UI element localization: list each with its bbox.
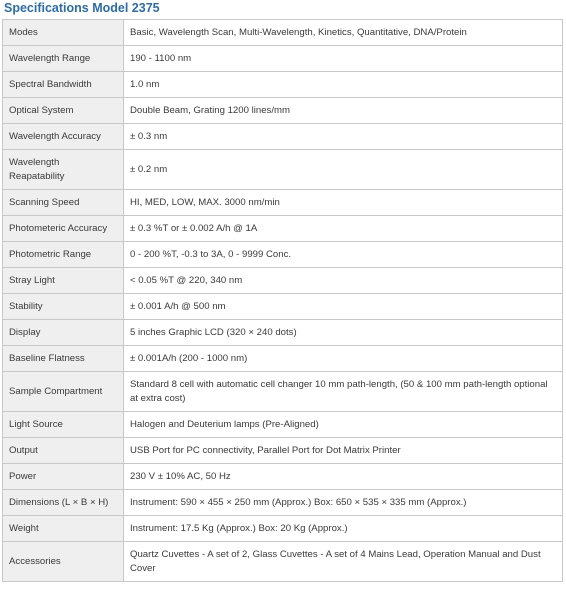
spec-label: Dimensions (L × B × H) <box>3 490 124 516</box>
spec-label: Wavelength Accuracy <box>3 124 124 150</box>
spec-row <box>3 150 563 190</box>
spec-row <box>3 124 563 150</box>
spec-row <box>3 412 563 438</box>
spec-value: ± 0.001A/h (200 - 1000 nm) <box>124 346 563 372</box>
spec-label: Spectral Bandwidth <box>3 72 124 98</box>
spec-row <box>3 372 563 412</box>
spec-value: Standard 8 cell with automatic cell changer 10 mm path-length, (50 & 100 mm path-length optional at extra cost) <box>124 372 563 412</box>
spec-label: Photometric Range <box>3 242 124 268</box>
spec-label: Photometeric Accuracy <box>3 216 124 242</box>
spec-value: ± 0.3 %T or ± 0.002 A/h @ 1A <box>124 216 563 242</box>
spec-label: Baseline Flatness <box>3 346 124 372</box>
spec-row <box>3 98 563 124</box>
spec-value: Basic, Wavelength Scan, Multi-Wavelength, Kinetics, Quantitative, DNA/Protein <box>124 20 563 46</box>
spec-label: Scanning Speed <box>3 190 124 216</box>
specifications-table <box>2 19 563 582</box>
spec-row <box>3 320 563 346</box>
spec-value: Halogen and Deuterium lamps (Pre-Aligned) <box>124 412 563 438</box>
spec-label: Wavelength Range <box>3 46 124 72</box>
spec-row <box>3 46 563 72</box>
spec-row <box>3 438 563 464</box>
spec-row <box>3 464 563 490</box>
spec-row <box>3 516 563 542</box>
spec-label: Power <box>3 464 124 490</box>
spec-label: Display <box>3 320 124 346</box>
spec-row <box>3 542 563 582</box>
spec-label: Optical System <box>3 98 124 124</box>
spec-label: Modes <box>3 20 124 46</box>
spec-row <box>3 490 563 516</box>
spec-row <box>3 242 563 268</box>
spec-row <box>3 346 563 372</box>
spec-value: 1.0 nm <box>124 72 563 98</box>
spec-label: Wavelength Reapatability <box>3 150 124 190</box>
spec-value: 230 V ± 10% AC, 50 Hz <box>124 464 563 490</box>
spec-row <box>3 294 563 320</box>
spec-value: HI, MED, LOW, MAX. 3000 nm/min <box>124 190 563 216</box>
spec-value: Instrument: 17.5 Kg (Approx.) Box: 20 Kg (Approx.) <box>124 516 563 542</box>
spec-value: Double Beam, Grating 1200 lines/mm <box>124 98 563 124</box>
spec-row <box>3 268 563 294</box>
spec-label: Stray Light <box>3 268 124 294</box>
spec-value: Quartz Cuvettes - A set of 2, Glass Cuvettes - A set of 4 Mains Lead, Operation Manual and Dust Cover <box>124 542 563 582</box>
spec-label: Weight <box>3 516 124 542</box>
spec-value: Instrument: 590 × 455 × 250 mm (Approx.) Box: 650 × 535 × 335 mm (Approx.) <box>124 490 563 516</box>
spec-row <box>3 216 563 242</box>
spec-value: < 0.05 %T @ 220, 340 nm <box>124 268 563 294</box>
spec-label: Stability <box>3 294 124 320</box>
spec-value: ± 0.001 A/h @ 500 nm <box>124 294 563 320</box>
spec-value: 0 - 200 %T, -0.3 to 3A, 0 - 9999 Conc. <box>124 242 563 268</box>
spec-row <box>3 20 563 46</box>
spec-value: USB Port for PC connectivity, Parallel Port for Dot Matrix Printer <box>124 438 563 464</box>
spec-value: ± 0.3 nm <box>124 124 563 150</box>
spec-label: Output <box>3 438 124 464</box>
spec-value: 190 - 1100 nm <box>124 46 563 72</box>
spec-value: ± 0.2 nm <box>124 150 563 190</box>
spec-label: Sample Compartment <box>3 372 124 412</box>
spec-label: Light Source <box>3 412 124 438</box>
page-title: Specifications Model 2375 <box>4 1 160 15</box>
spec-label: Accessories <box>3 542 124 582</box>
spec-row <box>3 72 563 98</box>
spec-value: 5 inches Graphic LCD (320 × 240 dots) <box>124 320 563 346</box>
spec-row <box>3 190 563 216</box>
